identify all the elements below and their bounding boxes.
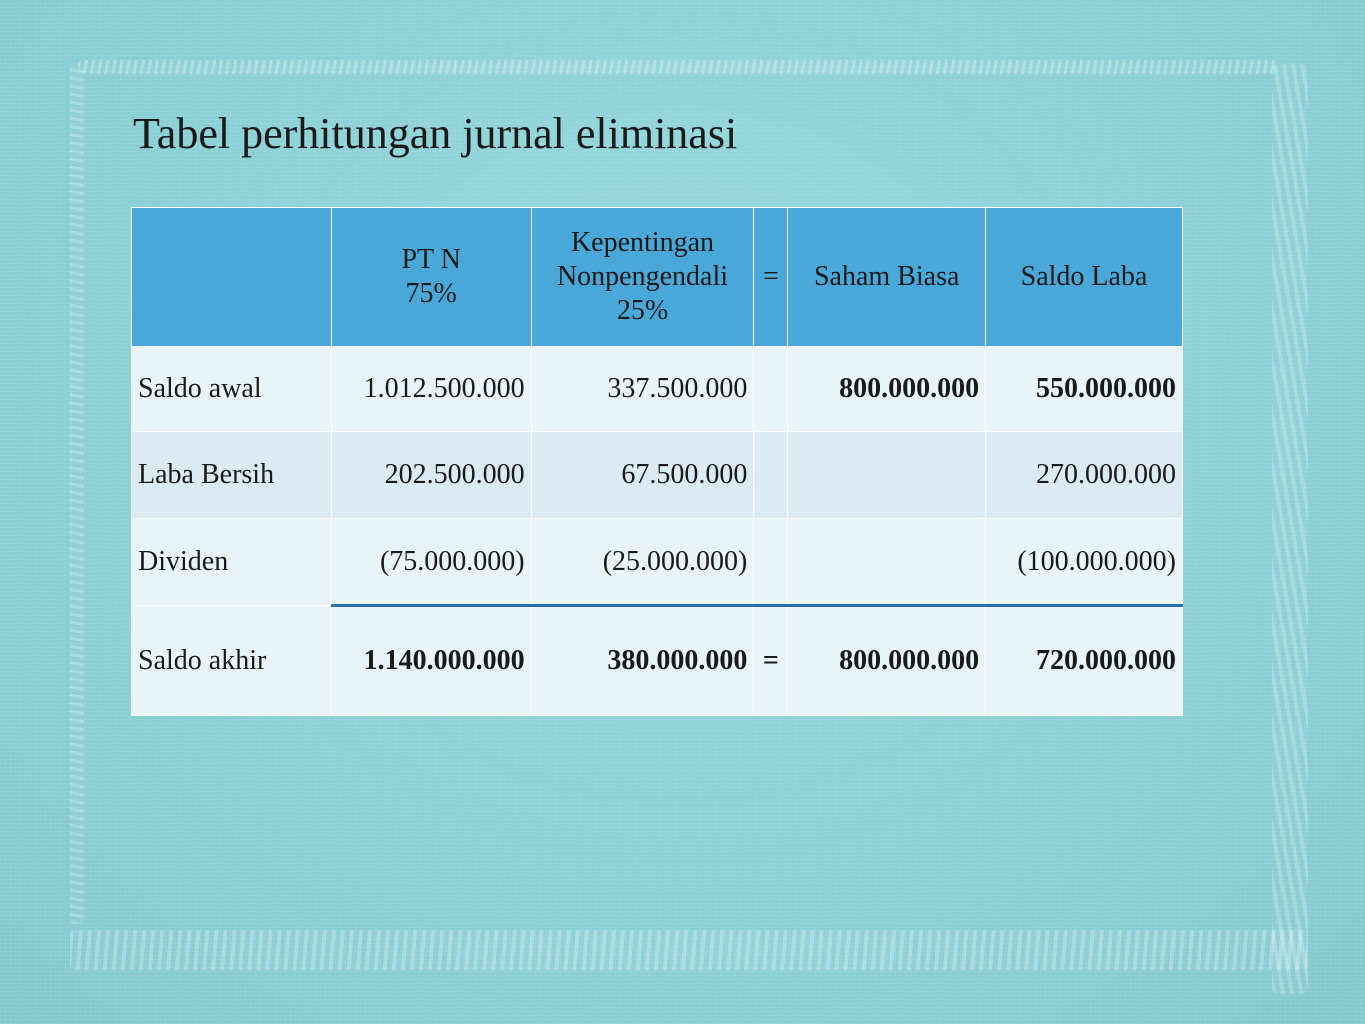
cell-saldo-laba: (100.000.000): [986, 519, 1183, 606]
table-header-row: [132, 208, 1183, 347]
row-label: Laba Bersih: [132, 432, 332, 519]
header-saldo-laba: Saldo Laba: [986, 208, 1183, 347]
cell-saldo-laba: 550.000.000: [986, 347, 1183, 432]
cell-equals: =: [754, 606, 788, 716]
header-equals: =: [754, 208, 788, 347]
decorative-border-bottom: [70, 930, 1308, 970]
cell-equals: [754, 432, 788, 519]
decorative-border-top: [78, 60, 1278, 74]
header-label-cell: [132, 208, 332, 347]
row-label: Saldo akhir: [132, 606, 332, 716]
cell-nci: 380.000.000: [531, 606, 754, 716]
cell-nci: 337.500.000: [531, 347, 754, 432]
decorative-border-left: [70, 64, 84, 924]
decorative-border-right: [1272, 64, 1308, 994]
header-nci-pct: 25%: [616, 295, 669, 326]
cell-pt-n: 1.140.000.000: [331, 606, 531, 716]
cell-pt-n: (75.000.000): [331, 519, 531, 606]
table-row-saldo-akhir: [132, 606, 1183, 716]
table-row-saldo-awal: [132, 347, 1183, 432]
cell-saldo-laba: 270.000.000: [986, 432, 1183, 519]
row-label: Dividen: [132, 519, 332, 606]
cell-saham-biasa: 800.000.000: [788, 347, 986, 432]
header-nci-line2: Nonpengendali: [556, 261, 729, 292]
header-pt-n: [331, 208, 531, 347]
header-nci-line1: Kepentingan: [570, 227, 715, 258]
cell-pt-n: 1.012.500.000: [331, 347, 531, 432]
cell-nci: 67.500.000: [531, 432, 754, 519]
header-saham-biasa: Saham Biasa: [788, 208, 986, 347]
row-label: Saldo awal: [132, 347, 332, 432]
header-pt-n-name: PT N: [401, 244, 461, 275]
cell-saham-biasa: [788, 432, 986, 519]
header-pt-n-pct: 75%: [405, 278, 457, 309]
cell-equals: [754, 347, 788, 432]
cell-saldo-laba: 720.000.000: [986, 606, 1183, 716]
table-row-laba-bersih: [132, 432, 1183, 519]
cell-pt-n: 202.500.000: [331, 432, 531, 519]
cell-saham-biasa: [788, 519, 986, 606]
cell-equals: [754, 519, 788, 606]
header-nci: [531, 208, 754, 347]
cell-saham-biasa: 800.000.000: [788, 606, 986, 716]
slide-title: Tabel perhitungan jurnal eliminasi: [133, 109, 738, 158]
table-row-dividen: [132, 519, 1183, 606]
cell-nci: (25.000.000): [531, 519, 754, 606]
elimination-table: [131, 207, 1183, 716]
